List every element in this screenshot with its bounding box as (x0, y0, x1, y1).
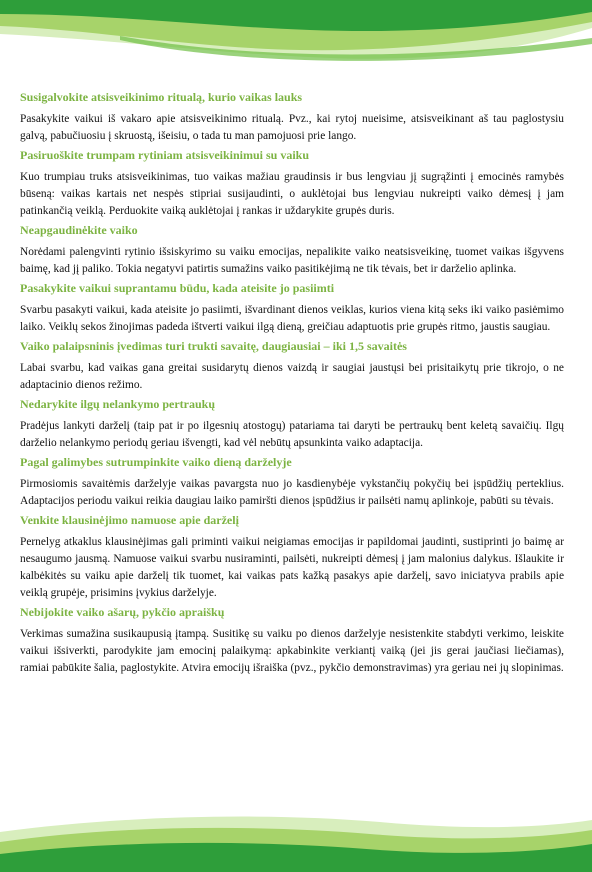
section-pickup-time (20, 281, 564, 336)
section-short-farewell (20, 148, 564, 220)
section-do-not-deceive (20, 223, 564, 278)
section-paragraph: Kuo trumpiau truks atsisveikinimas, tuo vaikas mažiau graudinsis ir bus lengviau jį sugrąžinti į emocinės ramybės būseną: vaikas kartais net nespės stipriai susijaudinti, o auklėtojai bus lengviau nukreipti vaiko dėmesį į jam patinkančią veiklą. Perduokite vaiką auklėtojai į rankas ir uždarykite grupės duris. (20, 171, 564, 217)
section-heading: Vaiko palaipsninis įvedimas turi trukti savaitę, daugiausiai – iki 1,5 savaitės (20, 339, 407, 353)
section-paragraph: Pernelyg atkaklus klausinėjimas gali priminti vaikui neigiamas emocijas ir papildomai jaudinti, sustiprinti jo baimę ar nesaugumo jausmą. Namuose vaikui svarbu nusiraminti, pailsėti, nukreipti dėmesį į jam malonius dalykus. Išlaukite ir kalbėkitės su vaiku apie darželį tik tuomet, kai vaikas pats kažką pasakys apie darželį, savo iniciatyva prabils apie veiklą grupėje, prisimins įvykius darželyje. (20, 536, 564, 599)
section-farewell-ritual (20, 90, 564, 145)
section-paragraph: Pirmosiomis savaitėmis darželyje vaikas pavargsta nuo jo kasdienybėje vykstančių pokyčių bei įspūdžių perteklius. Adaptacijos periodu vaikui reikia daugiau laiko pamiršti dienos įspūdžius ir pailsėti namų aplinkoje, pabūti su tėvais. (20, 478, 564, 507)
section-tears-anger (20, 605, 564, 677)
bottom-wave-decoration (0, 806, 592, 872)
section-no-long-breaks (20, 397, 564, 452)
section-heading: Nebijokite vaiko ašarų, pykčio apraiškų (20, 605, 225, 619)
section-heading: Susigalvokite atsisveikinimo ritualą, kurio vaikas lauks (20, 90, 303, 104)
section-paragraph: Pasakykite vaikui iš vakaro apie atsisveikinimo ritualą. Pvz., kai rytoj nueisime, atsisveikinant aš tau paglostysiu galvą, pabučiuosiu į skruostą, išeisiu, o tada tu man pamojuosi prie lango. (20, 113, 564, 142)
section-paragraph: Norėdami palengvinti rytinio išsiskyrimo su vaiku emocijas, nepalikite vaiko neatsisveikinę, tuomet vaikas išgyvens baimę, kad jį paliko. Tokia negatyvi patirtis sumažins vaiko pasitikėjimą ne tik tėvais, bet ir darželio aplinka. (20, 246, 564, 275)
section-heading: Venkite klausinėjimo namuose apie darželį (20, 513, 239, 527)
section-paragraph: Pradėjus lankyti darželį (taip pat ir po ilgesnių atostogų) patariama tai daryti be pertraukų bent keletą savaičių. Ilgų darželio nelankymo periodų geriau išvengti, kad vėl nebūtų apsunkinta vaiko adaptacija. (20, 420, 564, 449)
top-wave-decoration (0, 0, 592, 80)
section-paragraph: Labai svarbu, kad vaikas gana greitai susidarytų dienos vaizdą ir saugiai jaustųsi bei prisitaikytų prie tikrojo, o ne adaptacinio dienos režimo. (20, 362, 564, 391)
section-avoid-questioning (20, 513, 564, 602)
section-paragraph: Verkimas sumažina susikaupusią įtampą. Susitikę su vaiku po dienos darželyje nesistenkite stabdyti verkimo, leiskite vaikui išsiverkti, parodykite jam emocinį palaikymą: apkabinkite verkiantį vaiką (jei jis gerai jaučiasi liečiamas), ramiai pabūkite šalia, paglostykite. Atvira emocijų išraiška (pvz., pykčio demonstravimas) yra geriau nei jų slopinimas. (20, 628, 564, 674)
section-heading: Pasiruoškite trumpam rytiniam atsisveikinimui su vaiku (20, 148, 310, 162)
section-heading: Neapgaudinėkite vaiko (20, 223, 138, 237)
section-heading: Nedarykite ilgų nelankymo pertraukų (20, 397, 216, 411)
section-gradual-introduction (20, 339, 564, 394)
document-body (20, 90, 564, 680)
section-heading: Pagal galimybes sutrumpinkite vaiko dieną darželyje (20, 455, 292, 469)
section-paragraph: Svarbu pasakyti vaikui, kada ateisite jo pasiimti, išvardinant dienos veiklas, kurios viena kitą seks iki vaiko pasiėmimo laiko. Veiklų sekos žinojimas padeda ištverti vaikui ilgą dieną, greičiau adaptuotis prie grupės ritmo, jaustis saugiau. (20, 304, 564, 333)
section-shorten-day (20, 455, 564, 510)
section-heading: Pasakykite vaikui suprantamu būdu, kada ateisite jo pasiimti (20, 281, 335, 295)
